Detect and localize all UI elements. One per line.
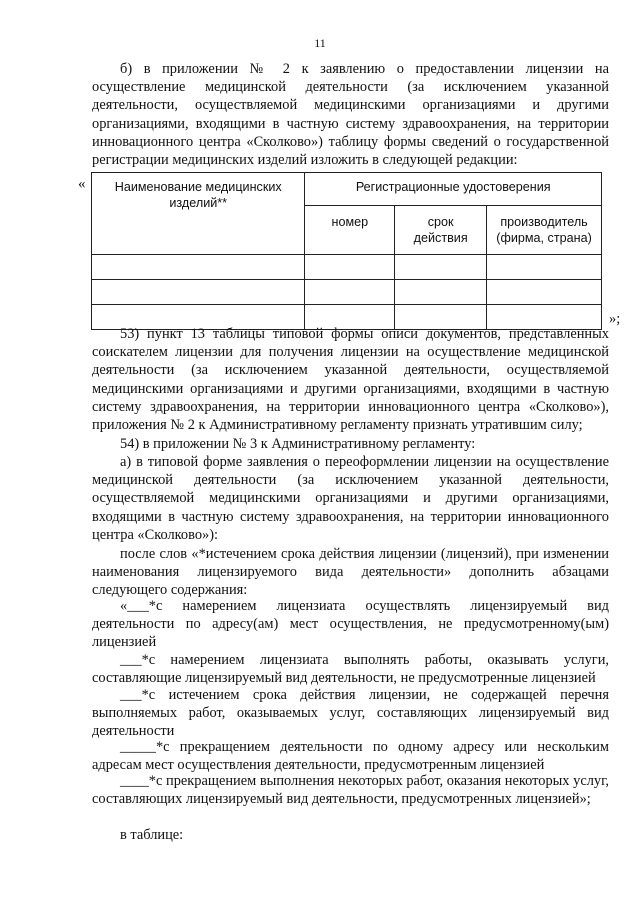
table-row	[92, 255, 602, 280]
intro-paragraph: б) в приложении № 2 к заявлению о предоставлении лицензии на осуществление медицинской деятельности (за исключением указанной деятельности, осуществляемой медицинскими организациями и другими организациями, входящими в частную систему здравоохранения, на территории инновационного центра «Сколково») таблицу формы сведений о государственной регистрации медицинских изделий изложить в следующей редакции:	[92, 61, 609, 169]
paragraph-addition-5: ____*с прекращением выполнения некоторых работ, оказания некоторых услуг, составляющих лицензируемый вид деятельности, предусмотренных лицензией»;	[92, 773, 609, 808]
paragraph-addition-1: «___*с намерением лицензиата осуществлять лицензируемый вид деятельности по адресу(ам) мест осуществления, не предусмотренному(ым) лицензией	[92, 598, 609, 651]
paragraph-addition-4: _____*с прекращением деятельности по одному адресу или нескольким адресам мест осуществления деятельности, предусмотренным лицензией	[92, 739, 609, 774]
table-open-quote: «	[78, 176, 86, 192]
page-number: 11	[314, 36, 326, 50]
header-registration-certificates: Регистрационные удостоверения	[305, 173, 602, 206]
header-number: номер	[305, 206, 395, 255]
paragraph-53: 53) пункт 13 таблицы типовой формы описи документов, представленных соискателем лицензии для получения лицензии на осуществление медицинской деятельности (за исключением указанной деятельности, осуществляемой медицинскими организациями и другими организациями, входящими в частную систему здравоохранения, на территории инновационного центра «Сколково»), приложения № 2 к Административному регламенту признать утратившим силу;	[92, 326, 609, 434]
paragraph-54a: а) в типовой форме заявления о переоформлении лицензии на осуществление медицинской деятельности (за исключением указанной деятельности, осуществляемой медицинскими организациями и другими организациями, входящими в частную систему здравоохранения, на территории инновационного центра «Сколково»):	[92, 454, 609, 543]
paragraph-in-table: в таблице:	[120, 827, 184, 843]
header-device-name: Наименование медицинских изделий**	[92, 173, 305, 255]
paragraph-after-words: после слов «*истечением срока действия лицензии (лицензий), при изменении наименования лицензируемого вида деятельности» дополнить абзацами следующего содержания:	[92, 546, 609, 599]
paragraph-54: 54) в приложении № 3 к Административному регламенту:	[120, 436, 476, 452]
paragraph-addition-2: ___*с намерением лицензиата выполнять работы, оказывать услуги, составляющие лицензируемый вид деятельности, не предусмотренные лицензией	[92, 652, 609, 687]
table-row	[92, 280, 602, 305]
header-validity: срок действия	[395, 206, 487, 255]
medical-devices-table	[91, 172, 602, 330]
table-close-quote: »;	[609, 311, 621, 327]
header-manufacturer: производитель (фирма, страна)	[487, 206, 602, 255]
paragraph-addition-3: ___*с истечением срока действия лицензии, не содержащей перечня выполняемых работ, оказываемых услуг, составляющих лицензируемый вид деятельности	[92, 687, 609, 740]
